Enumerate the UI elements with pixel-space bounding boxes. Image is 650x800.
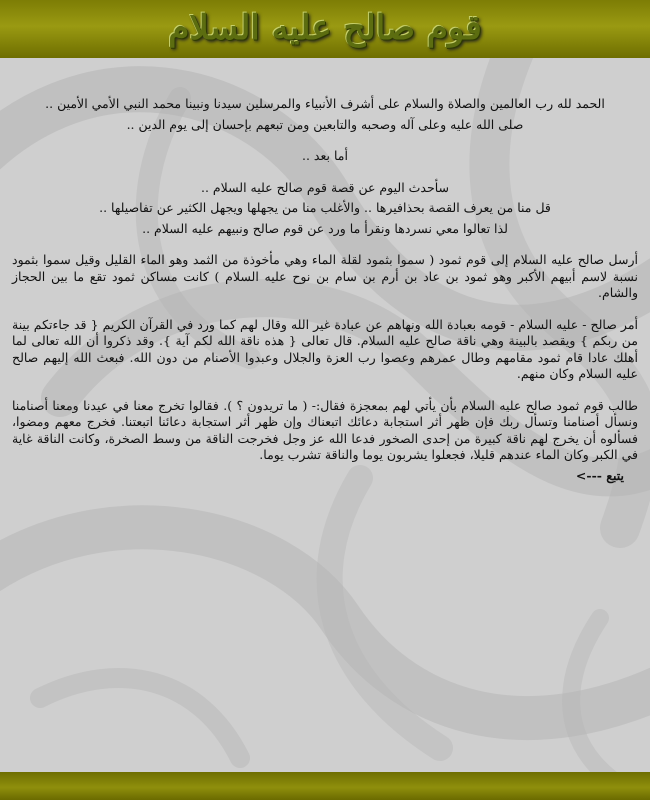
opening-line-1: الحمد لله رب العالمين والصلاة والسلام على أشرف الأنبياء والمرسلين سيدنا ونبينا محمد النبي الأمي الأمين .. [45, 96, 605, 111]
article-body [12, 96, 638, 762]
continued-label: يتبع ---> [575, 467, 624, 483]
ama-baad: أما بعد .. [302, 148, 348, 163]
paragraph-1: أرسل صالح عليه السلام إلى قوم ثمود ( سموا بثمود لقلة الماء وهي مأخوذة من الثمد وهو الماء القليل وقيل سموا بثمود نسبة لاسم أبيهم الأكبر وهو ثمود بن عاد بن أرم بن سام بن نوح عليه السلام ) كانت مساكن ثمود تقع ما بين الحجاز والشام. [12, 252, 638, 300]
intro-line-3: لذا تعالوا معي نسردها ونقرأ ما ورد عن قوم صالح ونبيهم عليه السلام .. [142, 220, 508, 236]
paragraph-2: أمر صالح - عليه السلام - قومه بعبادة الله ونهاهم عن عبادة غير الله وقال لهم كما ورد في القرآن الكريم { قد جاءتكم بينة من ربكم } ويقصد بالبينة وهي ناقة صالح عليه السلام. قال تعالى { هذه ناقة الله لكم آية }. وقد ذكروا أن الله تعالى لما أهلك عادا قام ثمود مقامهم وطال عمرهم وعصوا رب العزة والجلال وعبدوا الأصنام من دون الله. فبعث الله إليهم صالح عليه السلام وكان منهم. [12, 316, 638, 381]
intro-line-1: سأحدث اليوم عن قصة قوم صالح عليه السلام .. [201, 179, 449, 195]
opening-line-2: صلى الله عليه وعلى آله وصحبه والتابعين ومن تبعهم بإحسان إلى يوم الدين .. [126, 116, 524, 132]
bottom-banner [0, 772, 650, 800]
paragraph-3: طالب قوم ثمود صالح عليه السلام بأن يأتي لهم بمعجزة فقال:- ( ما تريدون ؟ ). فقالوا تخرج معنا في عيدنا ومعنا أصنامنا ونسأل أصنامنا وتسأل ربك فإن ظهر أثر استجابة دعائك اتبعناك وإن ظهر أثر استجابة دعائنا اتبعتنا. فخرج معهم ومضوا، فسألوه أن يخرج لهم ناقة كبيرة من إحدى الصخور فدعا الله عز وجل فخرجت الناقة من وسط الصخرة، وكانت الناقة غاية في الكبر وكان الماء عندهم قليلا، فجعلوا يشربون يوما والناقة تشرب يوما. [12, 397, 638, 462]
page-title: قوم صالح عليه السلام [168, 8, 482, 48]
intro-line-2: قل منا من يعرف القصة بحذافيرها .. والأغلب منا من يجهلها ويجهل الكثير عن تفاصيلها .. [99, 200, 551, 215]
